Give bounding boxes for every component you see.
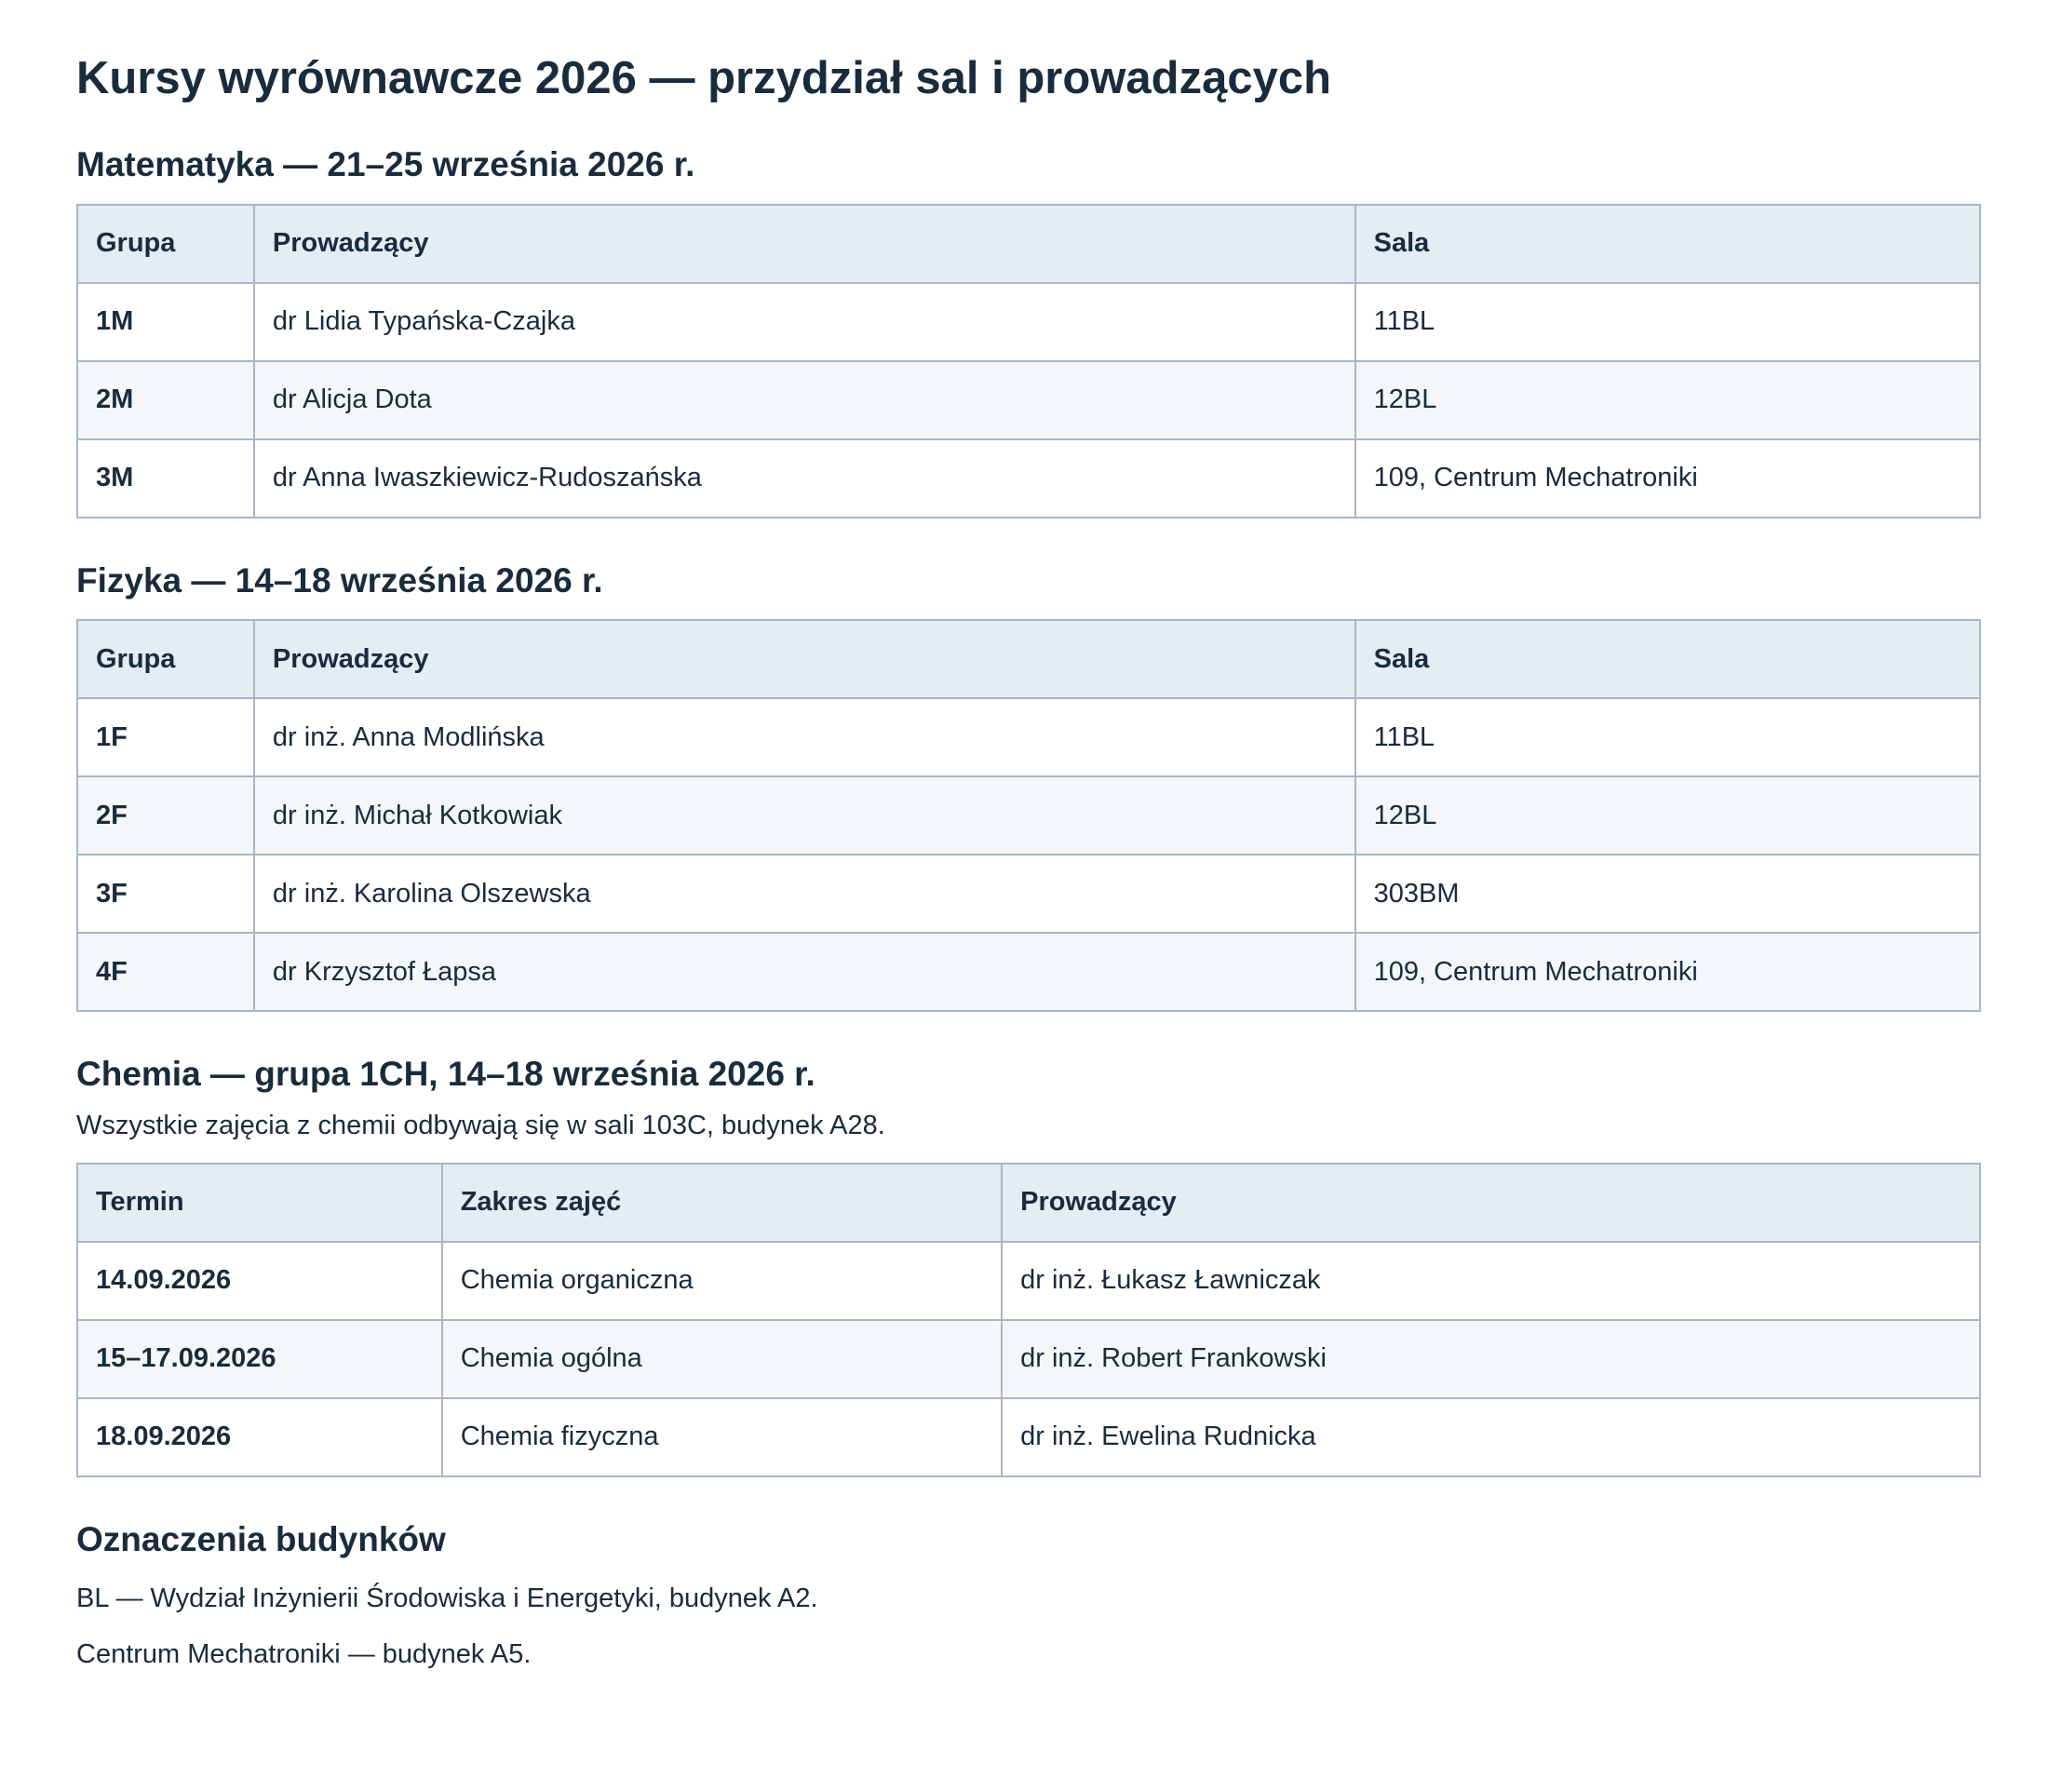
table-row — [77, 776, 1980, 855]
instructor-cell: dr Alicja Dota — [254, 361, 1355, 439]
math-table — [76, 204, 1981, 519]
instructor-cell: dr inż. Łukasz Ławniczak — [1002, 1242, 1980, 1320]
chemistry-table — [76, 1163, 1981, 1477]
column-header-instructor: Prowadzący — [254, 205, 1355, 283]
date-cell: 15–17.09.2026 — [77, 1320, 442, 1398]
group-cell: 3F — [77, 855, 254, 933]
instructor-cell: dr inż. Michał Kotkowiak — [254, 776, 1355, 855]
chemistry-heading: Chemia — grupa 1CH, 14–18 września 2026 r. — [76, 1055, 815, 1094]
date-cell: 18.09.2026 — [77, 1398, 442, 1476]
instructor-cell: dr Anna Iwaszkiewicz-Rudoszańska — [254, 439, 1355, 518]
legend-heading: Oznaczenia budynków — [76, 1519, 446, 1558]
table-header-row — [77, 1164, 1980, 1242]
column-header-instructor: Prowadzący — [1002, 1164, 1980, 1242]
column-header-group: Grupa — [77, 205, 254, 283]
instructor-cell: dr inż. Robert Frankowski — [1002, 1320, 1980, 1398]
instructor-cell: dr inż. Anna Modlińska — [254, 698, 1355, 776]
table-row — [77, 698, 1980, 776]
scope-cell: Chemia ogólna — [442, 1320, 1002, 1398]
date-cell: 14.09.2026 — [77, 1242, 442, 1320]
chemistry-intro: Wszystkie zajęcia z chemii odbywają się w sali 103C, budynek A28. — [76, 1110, 885, 1140]
table-row — [77, 1320, 1980, 1398]
physics-section — [76, 561, 1972, 1013]
physics-table — [76, 619, 1981, 1012]
physics-heading: Fizyka — 14–18 września 2026 r. — [76, 560, 603, 600]
group-cell: 1M — [77, 283, 254, 361]
room-cell: 12BL — [1355, 776, 1980, 855]
group-cell: 4F — [77, 933, 254, 1011]
room-cell: 109, Centrum Mechatroniki — [1355, 933, 1980, 1011]
group-cell: 2F — [77, 776, 254, 855]
table-row — [77, 439, 1980, 518]
instructor-cell: dr inż. Karolina Olszewska — [254, 855, 1355, 933]
legend-line: Centrum Mechatroniki — budynek A5. — [76, 1639, 532, 1670]
room-cell: 303BM — [1355, 855, 1980, 933]
table-row — [77, 855, 1980, 933]
column-header-group: Grupa — [77, 620, 254, 698]
table-header-row — [77, 620, 1980, 698]
group-cell: 1F — [77, 698, 254, 776]
group-cell: 2M — [77, 361, 254, 439]
column-header-instructor: Prowadzący — [254, 620, 1355, 698]
column-header-date: Termin — [77, 1164, 442, 1242]
math-section — [76, 145, 1972, 519]
table-row — [77, 1242, 1980, 1320]
instructor-cell: dr Lidia Typańska-Czajka — [254, 283, 1355, 361]
table-row — [77, 361, 1980, 439]
group-cell: 3M — [77, 439, 254, 518]
room-cell: 11BL — [1355, 698, 1980, 776]
instructor-cell: dr Krzysztof Łapsa — [254, 933, 1355, 1011]
table-header-row — [77, 205, 1980, 283]
room-cell: 11BL — [1355, 283, 1980, 361]
page-title: Kursy wyrównawcze 2026 — przydział sal i prowadzących — [76, 53, 1332, 103]
column-header-scope: Zakres zajęć — [442, 1164, 1002, 1242]
instructor-cell: dr inż. Ewelina Rudnicka — [1002, 1398, 1980, 1476]
building-legend — [76, 1520, 1972, 1673]
math-heading: Matematyka — 21–25 września 2026 r. — [76, 145, 695, 184]
scope-cell: Chemia organiczna — [442, 1242, 1002, 1320]
table-row — [77, 1398, 1980, 1476]
column-header-room: Sala — [1355, 205, 1980, 283]
room-cell: 109, Centrum Mechatroniki — [1355, 439, 1980, 518]
table-row — [77, 933, 1980, 1011]
room-cell: 12BL — [1355, 361, 1980, 439]
scope-cell: Chemia fizyczna — [442, 1398, 1002, 1476]
table-row — [77, 283, 1980, 361]
legend-line: BL — Wydział Inżynierii Środowiska i Energetyki, budynek A2. — [76, 1583, 818, 1614]
column-header-room: Sala — [1355, 620, 1980, 698]
chemistry-section — [76, 1055, 1972, 1476]
